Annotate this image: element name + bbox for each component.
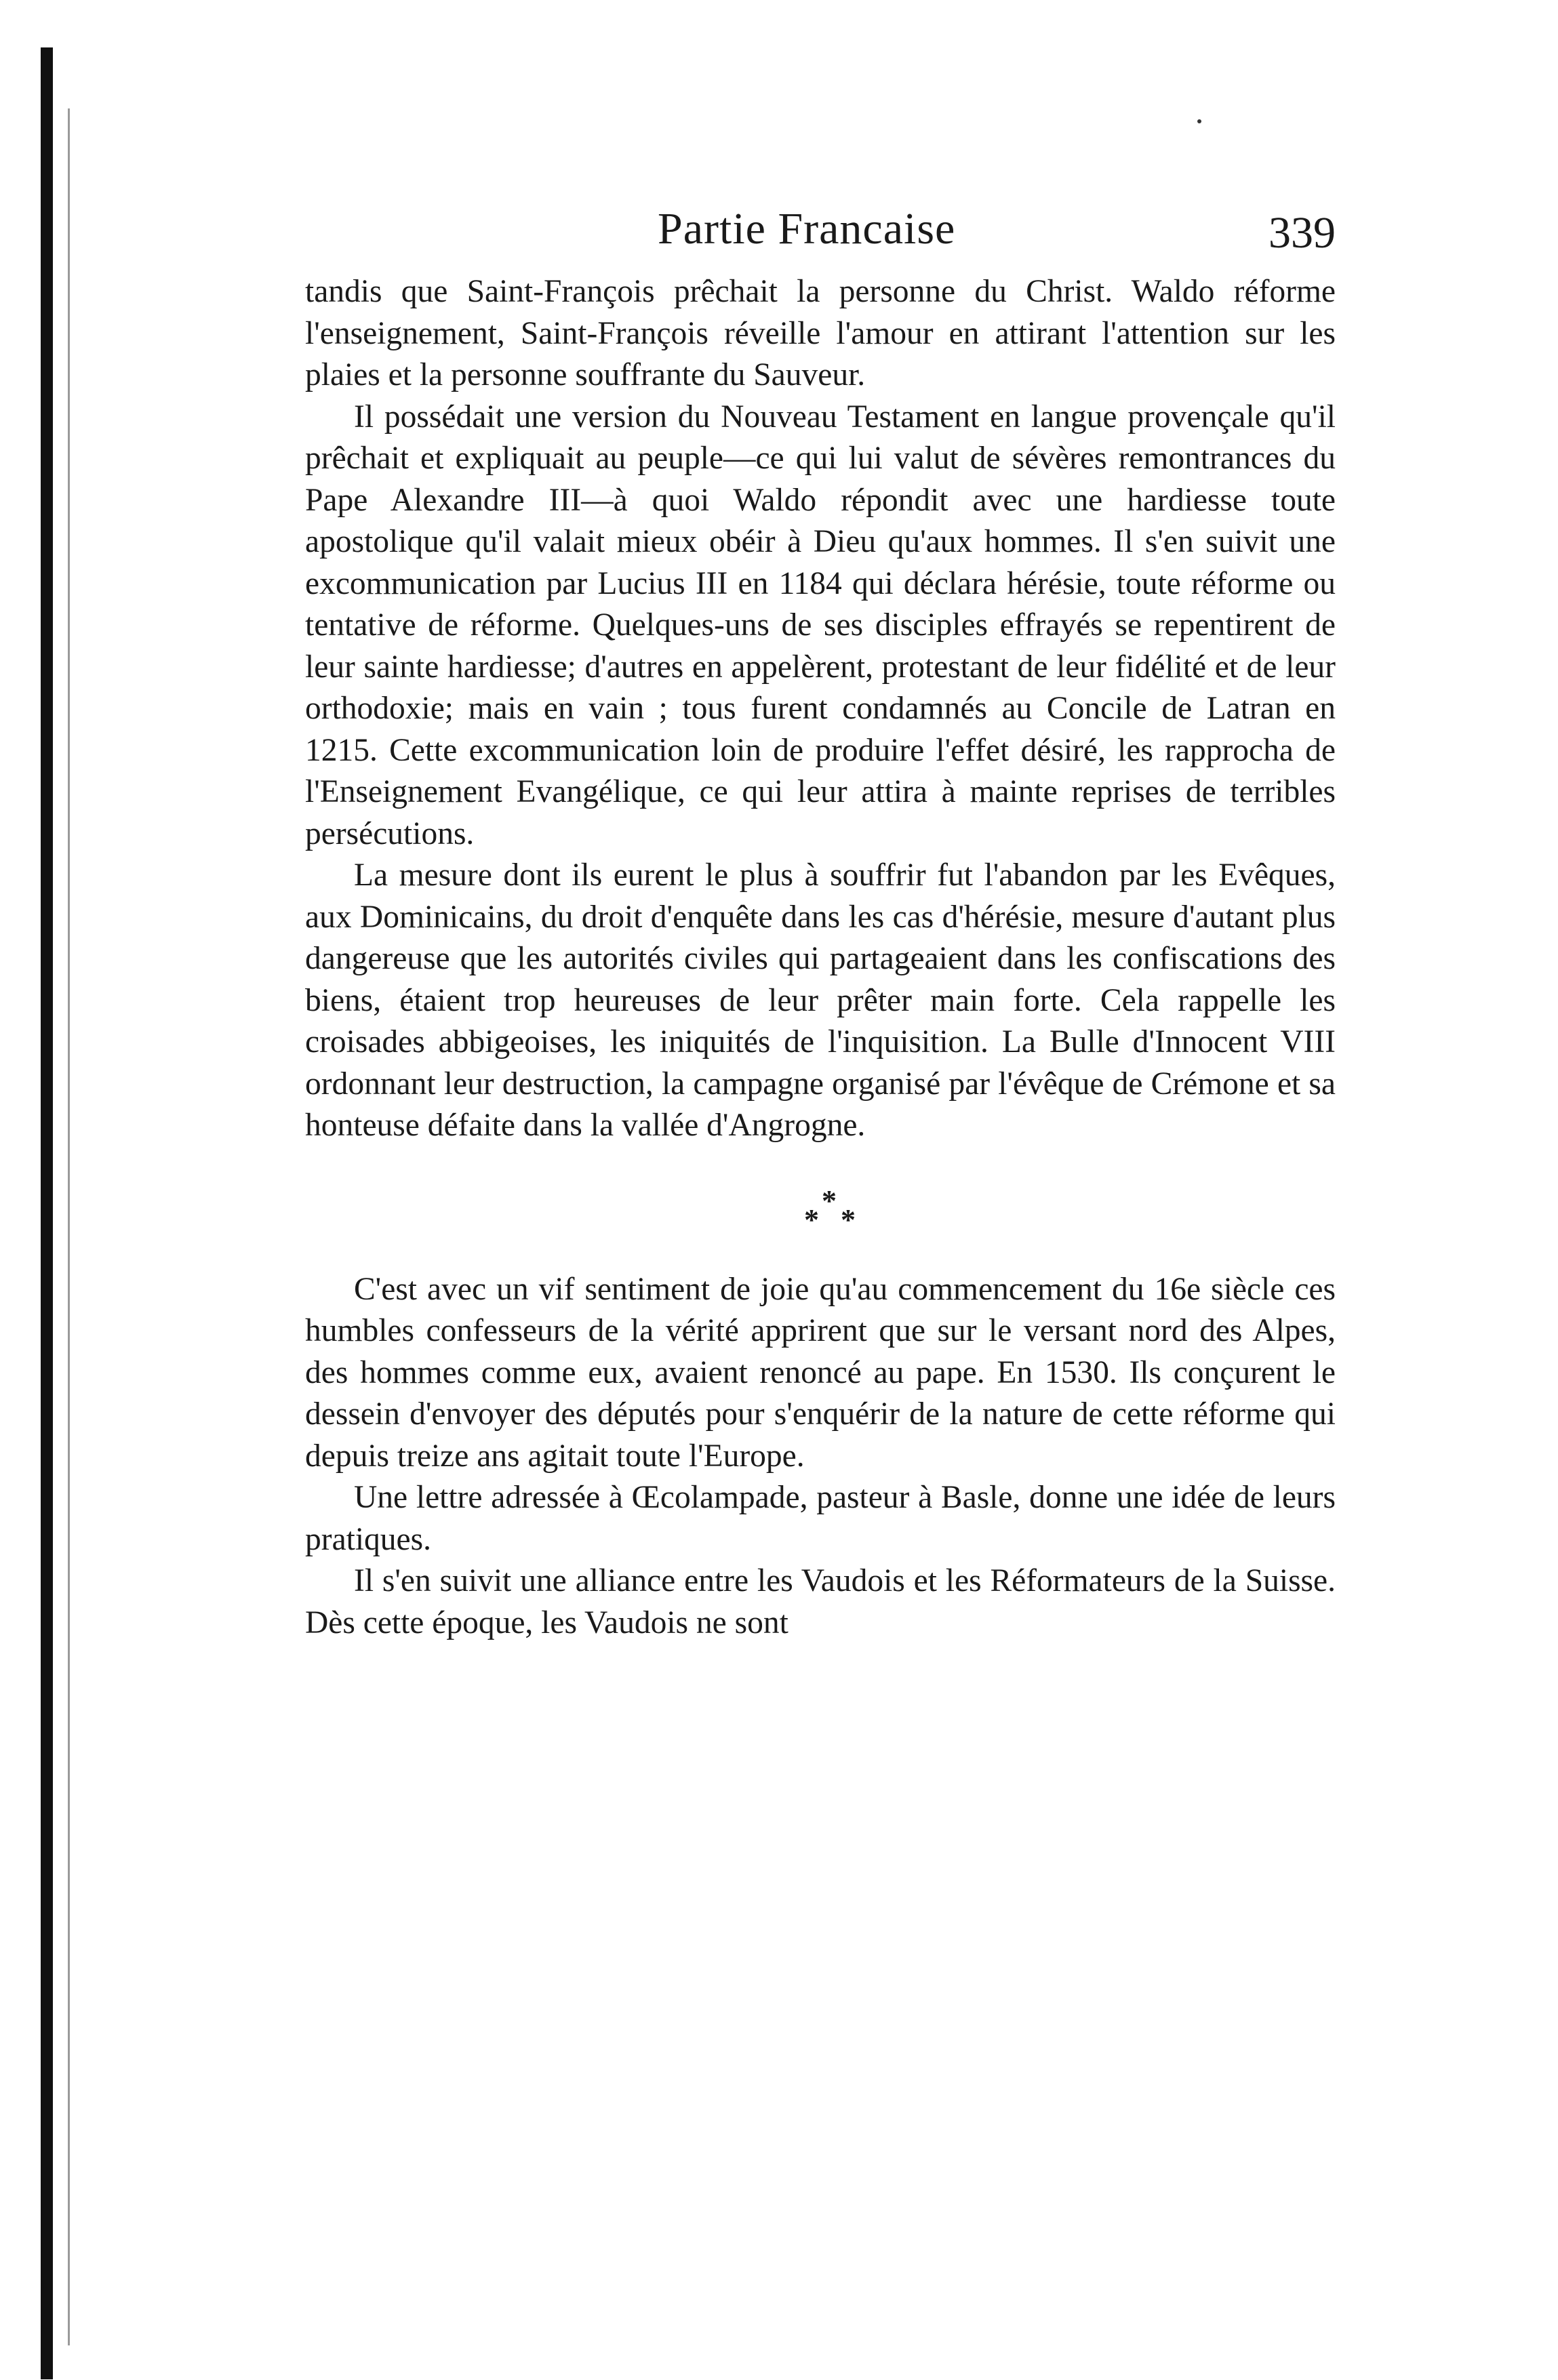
binding-shadow: [68, 108, 70, 2345]
paragraph-6: Il s'en suivit une alliance entre les Vaudois et les Réformateurs de la Suisse. Dès cette époque, les Vaudois ne sont: [305, 1563, 1336, 1640]
paragraph-2: Il possédait une version du Nouveau Testament en langue provençale qu'il prêchait et expliquait au peuple—ce qui lui valut de sévères remontrances du Pape Alexandre III—à quoi Waldo répondit avec une hardiesse toute apostolique qu'il valait mieux obéir à Dieu qu'aux hommes. Il s'en suivit une excommunication par Lucius III en 1184 qui déclara hérésie, toute réforme ou tentative de réforme. Quelques-uns de ses disciples effrayés se repentirent de leur sainte hardiesse; d'autres en appelèrent, protestant de leur fidélité et de leur orthodoxie; mais en vain ; tous furent condamnés au Concile de Latran en 1215. Cette excommunication loin de produire l'effet désiré, les rapprocha de l'Enseignement Evangélique, ce qui leur attira à mainte reprises de terribles persécutions.: [305, 399, 1336, 851]
section-asterism: [305, 1147, 1336, 1269]
paragraph-1: tandis que Saint-François prêchait la personne du Christ. Waldo réforme l'enseignement, Saint-François réveille l'amour en attirant l'attention sur les plaies et la personne souffrante du Sauveur.: [305, 274, 1336, 392]
page-header: [305, 203, 1336, 278]
paragraph-5: Une lettre adressée à Œcolampade, pasteur à Basle, donne une idée de leurs pratiques.: [305, 1480, 1336, 1557]
body-text: [305, 271, 1336, 1644]
asterism-star-left: *: [804, 1203, 819, 1236]
running-title: Partie Francaise: [658, 204, 956, 254]
paragraph-4: C'est avec un vif sentiment de joie qu'au commencement du 16e siècle ces humbles confesseurs de la vérité apprirent que sur le versant nord des Alpes, des hommes comme eux, avaient renoncé au pape. En 1530. Ils conçurent le dessein d'envoyer des députés pour s'enquérir de la nature de cette réforme qui depuis treize ans agitait toute l'Europe.: [305, 1271, 1336, 1474]
asterism-star-right: *: [841, 1203, 856, 1236]
paragraph-3: La mesure dont ils eurent le plus à souffrir fut l'abandon par les Evêques, aux Dominicains, du droit d'enquête dans les cas d'hérésie, mesure d'autant plus dangereuse que les autorités civiles qui partageaient dans les confiscations des biens, étaient trop heureuses de leur prêter main forte. Cela rappelle les croisades abbigeoises, les iniquités de l'inquisition. La Bulle d'Innocent VIII ordonnant leur destruction, la campagne organisé par l'évêque de Crémone et sa honteuse défaite dans la vallée d'Angrogne.: [305, 858, 1336, 1143]
binding-edge: [41, 47, 53, 2379]
asterism-star-top: *: [822, 1184, 837, 1217]
stray-mark: [1197, 119, 1201, 123]
page-number: 339: [1269, 208, 1336, 258]
